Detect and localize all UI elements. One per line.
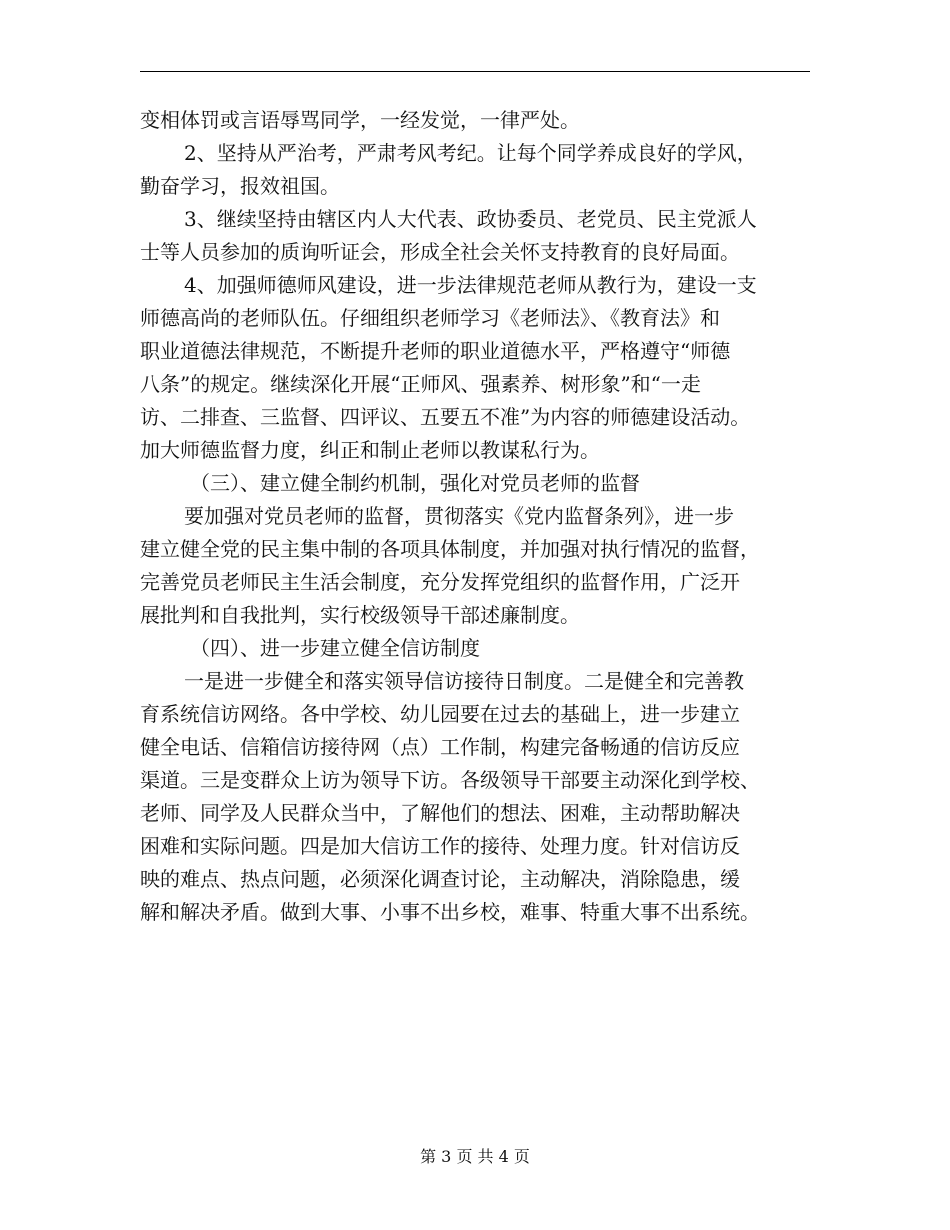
body-line: 访、二排查、三监督、四评议、五要五不准”为内容的师德建设活动。 [140, 405, 751, 429]
body-line: 师德高尚的老师队伍。仔细组织老师学习《老师法》、《教育法》和 [140, 306, 720, 330]
body-line: 加大师德监督力度，纠正和制止老师以教谋私行为。 [140, 438, 600, 462]
section-heading-3: （三）、建立健全制约机制，强化对党员老师的监督 [190, 471, 640, 495]
body-line: 变相体罚或言语辱骂同学，一经发觉，一律严处。 [140, 108, 580, 132]
paragraph-3-start: 3、继续坚持由辖区内人大代表、政协委员、老党员、民主党派人 [184, 207, 757, 231]
body-line: 职业道德法律规范，不断提升老师的职业道德水平，严格遵守“师德 [140, 339, 731, 363]
body-line: 展批判和自我批判，实行校级领导干部述廉制度。 [140, 603, 580, 627]
body-line: 建立健全党的民主集中制的各项具体制度，并加强对执行情况的监督， [140, 537, 760, 561]
body-line: 健全电话、信箱信访接待网（点）工作制，构建完备畅通的信访反应 [140, 735, 740, 759]
paragraph-4-start: 4、加强师德师风建设，进一步法律规范老师从教行为，建设一支 [184, 273, 757, 297]
body-line: 解和解决矛盾。做到大事、小事不出乡校，难事、特重大事不出系统。 [140, 900, 760, 924]
body-line: 困难和实际问题。四是加大信访工作的接待、处理力度。针对信访反 [140, 834, 740, 858]
body-line: 育系统信访网络。各中学校、幼儿园要在过去的基础上，进一步建立 [140, 702, 740, 726]
paragraph-start: 一是进一步健全和落实领导信访接待日制度。二是健全和完善教 [184, 669, 744, 693]
paragraph-start: 要加强对党员老师的监督，贯彻落实《党内监督条列》，进一步 [184, 504, 734, 528]
body-line: 八条”的规定。继续深化开展“正师风、强素养、树形象”和“一走 [140, 372, 701, 396]
body-line: 士等人员参加的质询听证会，形成全社会关怀支持教育的良好局面。 [140, 240, 740, 264]
page-footer: 第 3 页 共 4 页 [420, 1147, 530, 1166]
body-line: 映的难点、热点问题，必须深化调查讨论，主动解决，消除隐患，缓 [140, 867, 740, 891]
section-heading-4: （四）、进一步建立健全信访制度 [190, 636, 480, 660]
paragraph-2-start: 2、坚持从严治考，严肃考风考纪。让每个同学养成良好的学风， [184, 141, 757, 165]
body-line: 完善党员老师民主生活会制度，充分发挥党组织的监督作用，广泛开 [140, 570, 740, 594]
page-body [140, 104, 810, 929]
body-line: 老师、同学及人民群众当中，了解他们的想法、困难，主动帮助解决 [140, 801, 740, 825]
body-line: 勤奋学习，报效祖国。 [140, 174, 340, 198]
body-line: 渠道。三是变群众上访为领导下访。各级领导干部要主动深化到学校、 [140, 768, 760, 792]
header-rule [140, 71, 810, 72]
